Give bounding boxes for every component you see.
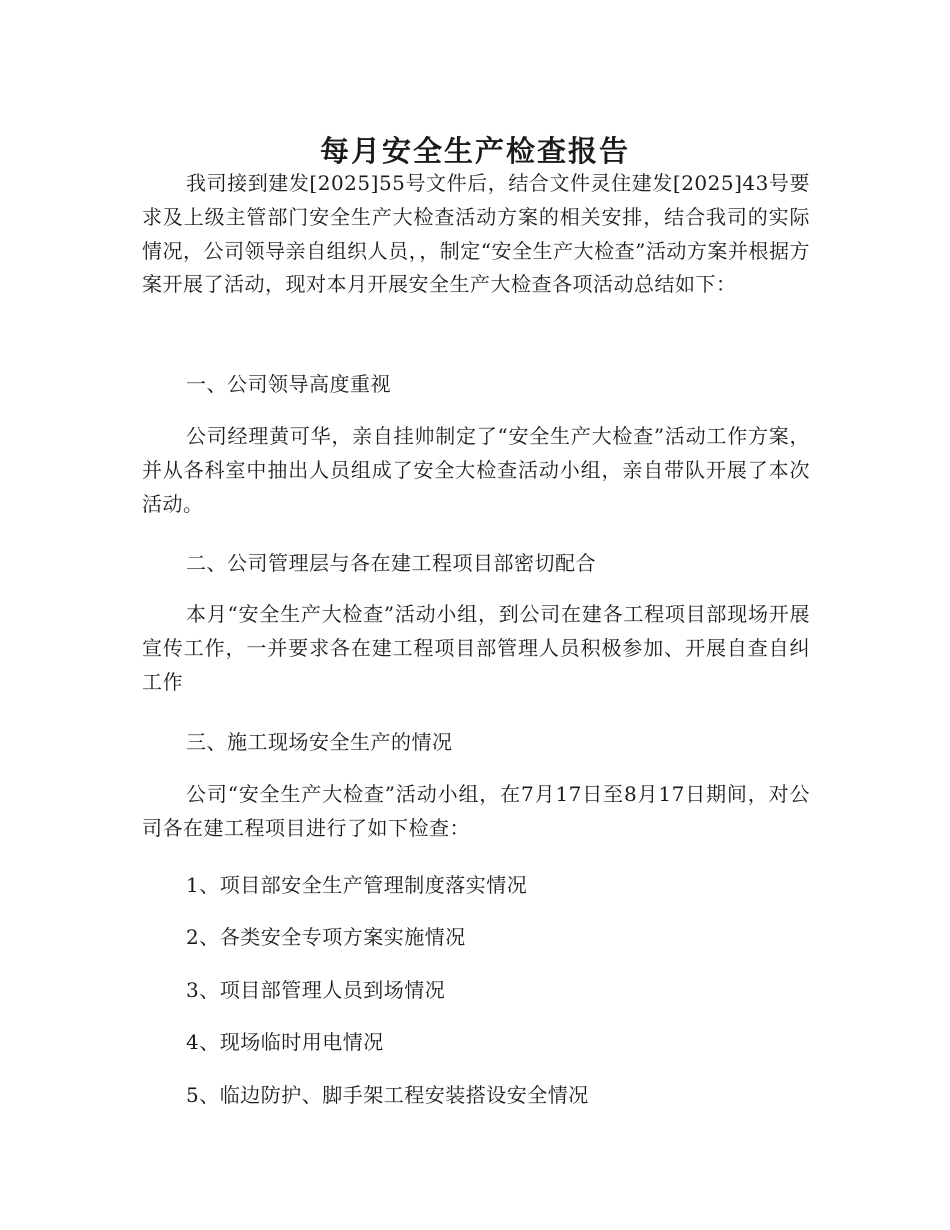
section-heading-3: 三、施工现场安全生产的情况 bbox=[186, 730, 453, 754]
list-item: 4、现场临时用电情况 bbox=[186, 1030, 384, 1054]
list-item: 5、临边防护、脚手架工程安装搭设安全情况 bbox=[186, 1083, 589, 1107]
section-body-1: 公司经理黄可华，亲自挂帅制定了“安全生产大检查”活动工作方案，并从各科室中抽出人员组成了安全大检查活动小组，亲自带队开展了本次活动。 bbox=[142, 424, 810, 516]
section-heading-1: 一、公司领导高度重视 bbox=[186, 372, 391, 396]
list-item: 3、项目部管理人员到场情况 bbox=[186, 978, 446, 1002]
document-title: 每月安全生产检查报告 bbox=[319, 134, 630, 169]
list-item: 1、项目部安全生产管理制度落实情况 bbox=[186, 873, 528, 897]
section-body-2: 本月“安全生产大检查”活动小组，到公司在建各工程项目部现场开展宣传工作，一并要求各在建工程项目部管理人员积极参加、开展自查自纠工作 bbox=[142, 602, 810, 694]
section-heading-2: 二、公司管理层与各在建工程项目部密切配合 bbox=[186, 551, 596, 575]
list-item: 2、各类安全专项方案实施情况 bbox=[186, 925, 466, 949]
section-body-3: 公司“安全生产大检查”活动小组，在7月17日至8月17日期间，对公司各在建工程项目进行了如下检查： bbox=[142, 782, 810, 840]
intro-paragraph: 我司接到建发[2025]55号文件后，结合文件灵住建发[2025]43号要求及上级主管部门安全生产大检查活动方案的相关安排，结合我司的实际情况，公司领导亲自组织人员，，制定“安全生产大检查”活动方案并根据方案开展了活动，现对本月开展安全生产大检查各项活动总结如下： bbox=[142, 171, 810, 297]
